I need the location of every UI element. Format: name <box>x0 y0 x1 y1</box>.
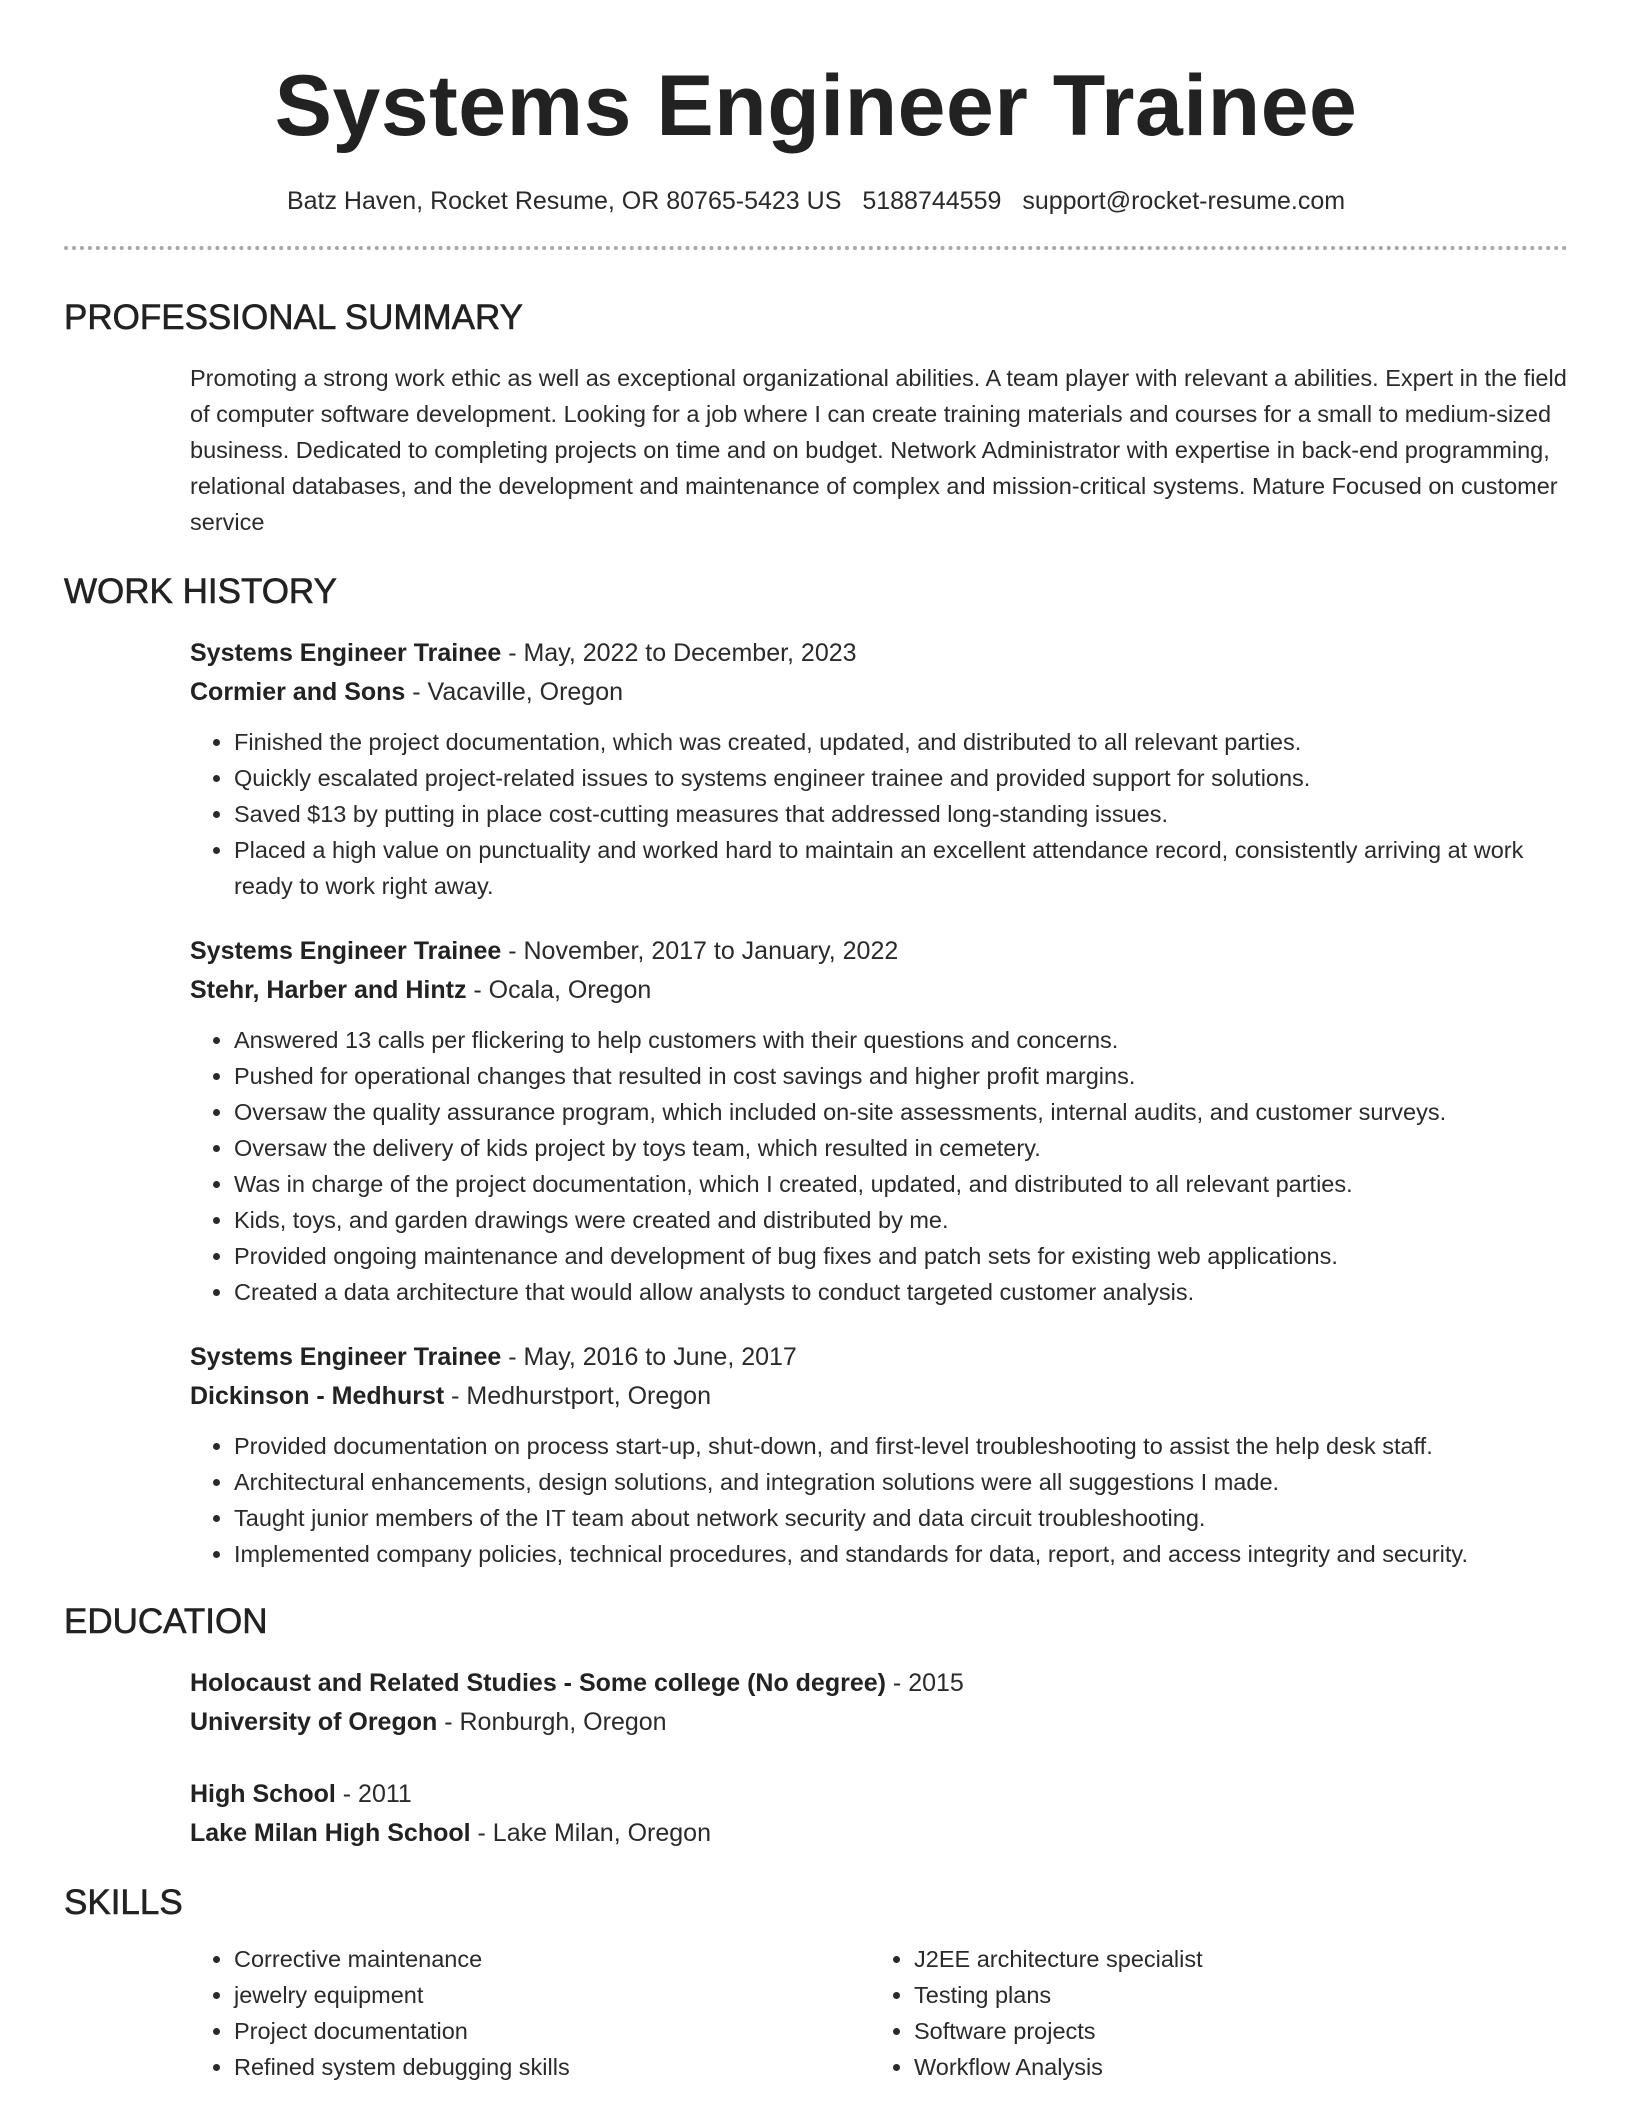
list-item: • Was in charge of the project documentation, which I created, updated, and distributed to all relevant parties. <box>234 1166 1568 1202</box>
contact-address: Batz Haven, Rocket Resume, OR 80765-5423 US <box>286 187 842 215</box>
education-school: Lake Milan High School <box>190 1819 471 1847</box>
job-company: Stehr, Harber and Hintz <box>190 976 467 1004</box>
job-bullets <box>190 1022 1568 1310</box>
skill-item: • Testing plans <box>914 1977 1550 2013</box>
skills-columns <box>64 1941 1568 2085</box>
contact-phone: 5188744559 <box>862 187 1002 215</box>
education-entry <box>64 1775 1568 1853</box>
skill-item: • Corrective maintenance <box>234 1941 870 1977</box>
job-company-line <box>190 673 1568 712</box>
job-bullets <box>190 1428 1568 1572</box>
education-location: - Lake Milan, Oregon <box>470 1819 711 1847</box>
skills-heading: SKILLS <box>64 1883 183 1922</box>
education-degree: High School <box>190 1780 336 1808</box>
education-school-line <box>190 1703 1568 1742</box>
education-heading: EDUCATION <box>64 1602 268 1641</box>
job-title-line <box>190 1338 1568 1377</box>
job-location: - Vacaville, Oregon <box>405 678 624 706</box>
education-degree-line <box>190 1775 1568 1814</box>
education-degree: Holocaust and Related Studies - Some college (No degree) <box>190 1669 886 1697</box>
job-company-line <box>190 1377 1568 1416</box>
summary-heading: PROFESSIONAL SUMMARY <box>64 298 523 337</box>
list-item: • Architectural enhancements, design solutions, and integration solutions were all suggestions I made. <box>234 1464 1568 1500</box>
skills-right-list <box>870 1941 1550 2085</box>
summary-text: Promoting a strong work ethic as well as exceptional organizational abilities. A team player with relevant a abilities. Expert in the field of computer software development. Looking for a job where I can create training materials and courses for a small to medium-sized business. Dedicated to completing projects on time and on budget. Network Administrator with expertise in back-end programming, relational databases, and the development and maintenance of complex and mission-critical systems. Mature Focused on customer service <box>190 365 1567 535</box>
job-location: - Ocala, Oregon <box>466 976 652 1004</box>
list-item: • Pushed for operational changes that resulted in cost savings and higher profit margins. <box>234 1058 1568 1094</box>
candidate-name: Systems Engineer Trainee <box>274 58 1358 154</box>
work-history-heading: WORK HISTORY <box>64 572 337 611</box>
job-entry <box>64 932 1568 1310</box>
list-item: • Provided documentation on process start-up, shut-down, and first-level troubleshooting to assist the help desk staff. <box>234 1428 1568 1464</box>
list-item: • Placed a high value on punctuality and worked hard to maintain an excellent attendance record, consistently arriving at work ready to work right away. <box>234 832 1568 904</box>
skills-left-list <box>190 1941 870 2085</box>
list-item: • Oversaw the quality assurance program, which included on-site assessments, internal audits, and customer surveys. <box>234 1094 1568 1130</box>
list-item: • Finished the project documentation, which was created, updated, and distributed to all relevant parties. <box>234 724 1568 760</box>
list-item: • Quickly escalated project-related issues to systems engineer trainee and provided support for solutions. <box>234 760 1568 796</box>
list-item: • Created a data architecture that would allow analysts to conduct targeted customer analysis. <box>234 1274 1568 1310</box>
education-location: - Ronburgh, Oregon <box>437 1708 667 1736</box>
skill-item: • Workflow Analysis <box>914 2049 1550 2085</box>
job-company-line <box>190 971 1568 1010</box>
job-bullets <box>190 724 1568 904</box>
contact-email: support@rocket-resume.com <box>1022 187 1346 215</box>
list-item: • Provided ongoing maintenance and development of bug fixes and patch sets for existing web applications. <box>234 1238 1568 1274</box>
job-entry <box>64 1338 1568 1572</box>
skill-item: • Software projects <box>914 2013 1550 2049</box>
skill-item: • Refined system debugging skills <box>234 2049 870 2085</box>
job-title-line <box>190 634 1568 673</box>
job-role: Systems Engineer Trainee <box>190 937 502 965</box>
list-item: • Taught junior members of the IT team about network security and data circuit troubleshooting. <box>234 1500 1568 1536</box>
job-role: Systems Engineer Trainee <box>190 639 502 667</box>
education-degree-line <box>190 1664 1568 1703</box>
education-year: - 2015 <box>885 1669 964 1697</box>
job-location: - Medhurstport, Oregon <box>444 1382 711 1410</box>
contact-line <box>64 184 1568 218</box>
skill-item: • jewelry equipment <box>234 1977 870 2013</box>
list-item: • Oversaw the delivery of kids project by toys team, which resulted in cemetery. <box>234 1130 1568 1166</box>
list-item: • Implemented company policies, technical procedures, and standards for data, report, and access integrity and security. <box>234 1536 1568 1572</box>
job-entry <box>64 634 1568 904</box>
job-dates: - May, 2016 to June, 2017 <box>501 1343 797 1371</box>
skill-item: • J2EE architecture specialist <box>914 1941 1550 1977</box>
job-dates: - November, 2017 to January, 2022 <box>501 937 899 965</box>
list-item: • Answered 13 calls per flickering to help customers with their questions and concerns. <box>234 1022 1568 1058</box>
education-school: University of Oregon <box>190 1708 438 1736</box>
education-year: - 2011 <box>335 1780 412 1808</box>
skill-item: • Project documentation <box>234 2013 870 2049</box>
list-item: • Saved $13 by putting in place cost-cutting measures that addressed long-standing issues. <box>234 796 1568 832</box>
education-school-line <box>190 1814 1568 1853</box>
job-dates: - May, 2022 to December, 2023 <box>501 639 857 667</box>
job-title-line <box>190 932 1568 971</box>
education-entry <box>64 1664 1568 1742</box>
job-company: Cormier and Sons <box>190 678 406 706</box>
list-item: • Kids, toys, and garden drawings were created and distributed by me. <box>234 1202 1568 1238</box>
job-role: Systems Engineer Trainee <box>190 1343 502 1371</box>
header-divider <box>64 246 1568 250</box>
job-company: Dickinson - Medhurst <box>190 1382 445 1410</box>
